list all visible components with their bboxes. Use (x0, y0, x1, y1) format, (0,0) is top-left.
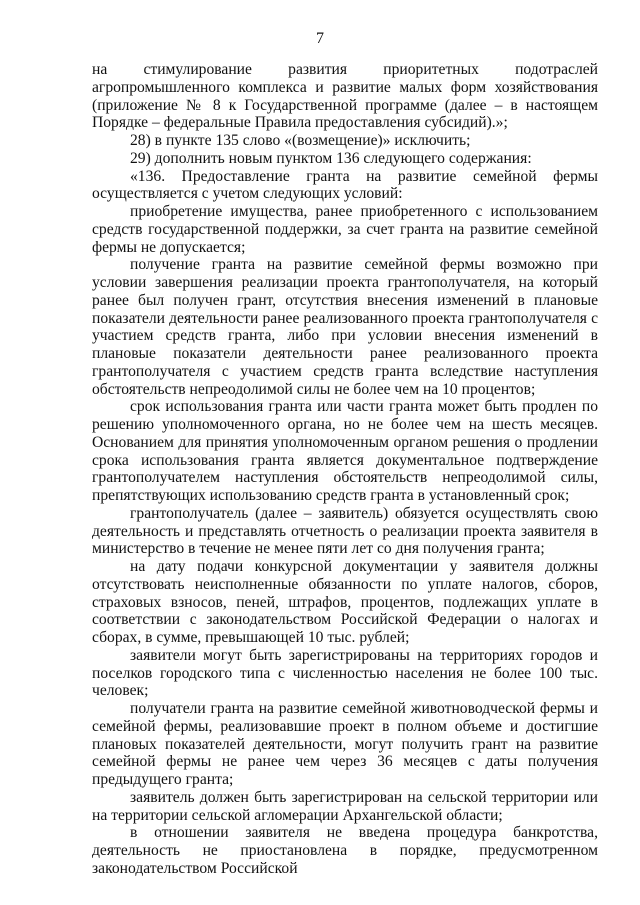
paragraph-condition-bankruptcy: в отношении заявителя не введена процедура банкротства, деятельность не приостановлена в порядке, предусмотренном законодательством Российской (92, 824, 598, 877)
paragraph-condition-property: приобретение имущества, ранее приобретенного с использованием средств государственной поддержки, за счет гранта на развитие семейной фермы не допускается; (92, 203, 598, 256)
paragraph-condition-term: срок использования гранта или части гранта может быть продлен по решению уполномоченного органа, но не более чем на шесть месяцев. Основанием для принятия уполномоченным органом решения о продлении срока использования гранта является документальное подтверждение грантополучателем наступления обстоятельств непреодолимой силы, препятствующих использованию средств гранта в установленный срок; (92, 398, 598, 504)
paragraph-condition-taxes: на дату подачи конкурсной документации у заявителя должны отсутствовать неисполненные обязанности по уплате налогов, сборов, страховых взносов, пеней, штрафов, процентов, подлежащих уплате в соответствии с законодательством Российской Федерации о налогах и сборах, в сумме, превышающей 10 тыс. рублей; (92, 558, 598, 646)
document-body (92, 61, 598, 878)
paragraph-condition-registration-cities: заявители могут быть зарегистрированы на территориях городов и поселков городского типа с численностью населения не более 100 тыс. человек; (92, 646, 598, 700)
paragraph-condition-previous-grant: получение гранта на развитие семейной фермы возможно при условии завершения реализации проекта грантополучателя, на который ранее был получен грант, отсутствия внесения изменений в плановые показатели деятельности ранее реализованного проекта грантополучателя с участием средств гранта, либо при условии внесения изменений в плановые показатели деятельности ранее реализованного проекта грантополучателя с участием средств гранта вследствие наступления обстоятельств непреодолимой силы не более чем на 10 процентов; (92, 256, 598, 398)
paragraph-condition-rural-territory: заявитель должен быть зарегистрирован на сельской территории или на территории сельской агломерации Архангельской области; (92, 788, 598, 824)
paragraph-condition-reporting: грантополучатель (далее – заявитель) обязуется осуществлять свою деятельность и представлять отчетность о реализации проекта заявителя в министерство в течение не менее пяти лет со дня получения гранта; (92, 504, 598, 558)
paragraph-item-28: 28) в пункте 135 слово «(возмещение)» исключить; (130, 132, 471, 149)
paragraph-item-29: 29) дополнить новым пунктом 136 следующего содержания: (130, 149, 532, 167)
paragraph-continuation: на стимулирование развития приоритетных подотраслей агропромышленного комплекса и развитие малых форм хозяйствования (приложение № 8 к Государственной программе (далее – в настоящем Порядке – федеральные Правила предоставления субсидий).»; (92, 61, 598, 132)
page-number: 7 (316, 30, 324, 47)
paragraph-clause-136: «136. Предоставление гранта на развитие семейной фермы осуществляется с учетом следующих условий: (92, 167, 598, 203)
paragraph-condition-repeat-grant: получатели гранта на развитие семейной животноводческой фермы и семейной фермы, реализовавшие проект в полном объеме и достигшие плановых показателей деятельности, могут получить грант на развитие семейной фермы не ранее чем через 36 месяцев с даты получения предыдущего гранта; (92, 700, 598, 788)
